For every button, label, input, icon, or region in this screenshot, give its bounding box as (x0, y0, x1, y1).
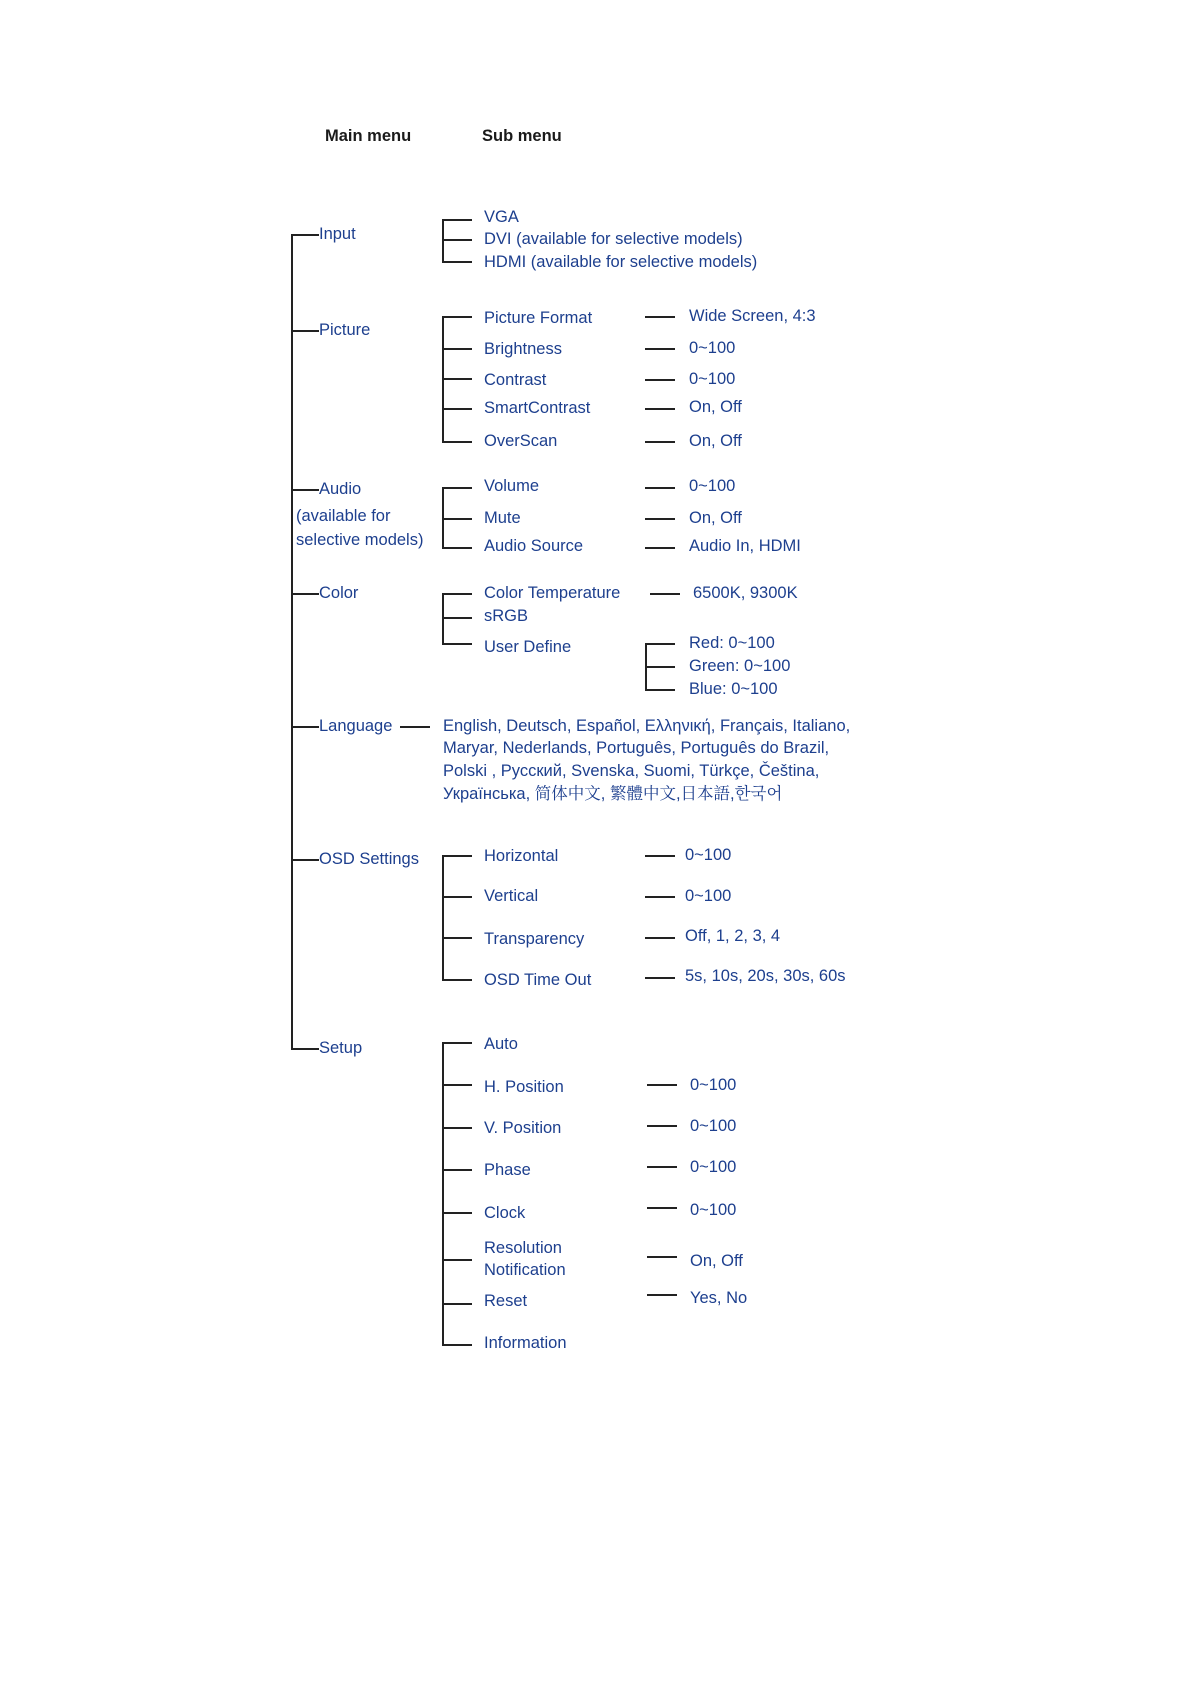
connector (442, 547, 472, 549)
branch-osd-settings (291, 859, 319, 861)
branch-color (291, 593, 319, 595)
language-list-line1: English, Deutsch, Español, Ελληνική, Français, Italiano, (443, 717, 851, 735)
setup-clock-value: 0~100 (690, 1201, 737, 1219)
overscan-value: On, Off (689, 432, 742, 450)
osd-horizontal-label: Horizontal (484, 847, 559, 865)
input-hdmi: HDMI (available for selective models) (484, 253, 758, 271)
setup-reset-value: Yes, No (690, 1289, 748, 1307)
setup-resolution-label-line2: Notification (484, 1261, 566, 1279)
connector (645, 487, 675, 489)
connector (645, 518, 675, 520)
sub-menu-header: Sub menu (482, 127, 562, 145)
color-temperature-value: 6500K, 9300K (693, 584, 798, 602)
osd-time-out-value: 5s, 10s, 20s, 30s, 60s (685, 967, 846, 985)
main-item-color: Color (319, 584, 359, 602)
setup-v-position-value: 0~100 (690, 1117, 737, 1135)
connector (442, 855, 472, 857)
main-item-osd-settings: OSD Settings (319, 850, 419, 868)
setup-h-position-value: 0~100 (690, 1076, 737, 1094)
connector (442, 1344, 472, 1346)
main-trunk-line (291, 234, 293, 1048)
connector (442, 1127, 472, 1129)
connector (442, 1084, 472, 1086)
connector (442, 441, 472, 443)
branch-audio (291, 489, 319, 491)
connector (442, 937, 472, 939)
language-list-line4: Українська, 简体中文, 繁體中文,日本語,한국어 (443, 785, 783, 803)
connector (442, 593, 472, 595)
connector (442, 261, 472, 263)
setup-resolution-value: On, Off (690, 1252, 743, 1270)
branch-setup (291, 1048, 319, 1050)
connector (442, 408, 472, 410)
audio-source-label: Audio Source (484, 537, 584, 555)
connector (647, 1166, 677, 1168)
setup-v-position-label: V. Position (484, 1119, 562, 1137)
connector (442, 316, 472, 318)
osd-time-out-label: OSD Time Out (484, 971, 592, 989)
main-item-language: Language (319, 717, 393, 735)
brightness-value: 0~100 (689, 339, 736, 357)
setup-auto-label: Auto (484, 1035, 518, 1053)
connector (645, 379, 675, 381)
connector (442, 1212, 472, 1214)
connector (645, 441, 675, 443)
picture-format-value: Wide Screen, 4:3 (689, 307, 816, 325)
input-vga: VGA (484, 208, 519, 226)
connector (645, 408, 675, 410)
osd-vertical-value: 0~100 (685, 887, 732, 905)
setup-h-position-label: H. Position (484, 1078, 564, 1096)
connector (400, 726, 430, 728)
color-temperature-label: Color Temperature (484, 584, 621, 602)
connector (442, 1169, 472, 1171)
osd-vertical-label: Vertical (484, 887, 539, 905)
volume-label: Volume (484, 477, 540, 495)
setup-resolution-label-line1: Resolution (484, 1239, 562, 1257)
brightness-label: Brightness (484, 340, 562, 358)
smartcontrast-value: On, Off (689, 398, 742, 416)
connector (645, 643, 675, 645)
connector (442, 1259, 472, 1261)
connector (442, 896, 472, 898)
connector (647, 1256, 677, 1258)
connector (442, 1303, 472, 1305)
setup-reset-label: Reset (484, 1292, 528, 1310)
setup-phase-value: 0~100 (690, 1158, 737, 1176)
connector (645, 896, 675, 898)
branch-language (291, 726, 319, 728)
connector (647, 1084, 677, 1086)
connector (442, 348, 472, 350)
connector (645, 977, 675, 979)
osd-transparency-label: Transparency (484, 930, 585, 948)
osd-bracket (442, 855, 444, 979)
connector (645, 348, 675, 350)
main-item-picture: Picture (319, 321, 371, 339)
osd-horizontal-value: 0~100 (685, 846, 732, 864)
branch-picture (291, 330, 319, 332)
smartcontrast-label: SmartContrast (484, 399, 591, 417)
audio-note-line2: selective models) (296, 531, 424, 549)
srgb-label: sRGB (484, 607, 529, 625)
connector (442, 518, 472, 520)
contrast-label: Contrast (484, 371, 547, 389)
osd-transparency-value: Off, 1, 2, 3, 4 (685, 927, 781, 945)
connector (650, 593, 680, 595)
setup-information-label: Information (484, 1334, 567, 1352)
setup-clock-label: Clock (484, 1204, 526, 1222)
language-list-line3: Polski , Русский, Svenska, Suomi, Türkçe, Čeština, (443, 762, 820, 780)
connector (645, 666, 675, 668)
picture-format-label: Picture Format (484, 309, 593, 327)
connector (647, 1294, 677, 1296)
connector (645, 855, 675, 857)
connector (442, 378, 472, 380)
overscan-label: OverScan (484, 432, 558, 450)
connector (442, 487, 472, 489)
connector (442, 979, 472, 981)
connector (645, 689, 675, 691)
main-menu-header: Main menu (325, 127, 412, 145)
input-dvi: DVI (available for selective models) (484, 230, 743, 248)
language-list-line2: Maryar, Nederlands, Português, Português do Brazil, (443, 739, 830, 757)
user-define-blue: Blue: 0~100 (689, 680, 778, 698)
user-define-green: Green: 0~100 (689, 657, 791, 675)
mute-label: Mute (484, 509, 521, 527)
connector (647, 1207, 677, 1209)
connector (645, 316, 675, 318)
connector (442, 219, 472, 221)
mute-value: On, Off (689, 509, 742, 527)
branch-input (291, 234, 319, 236)
connector (442, 1042, 472, 1044)
main-item-input: Input (319, 225, 356, 243)
connector (442, 239, 472, 241)
main-item-setup: Setup (319, 1039, 363, 1057)
connector (442, 643, 472, 645)
audio-bracket (442, 487, 444, 547)
main-item-audio: Audio (319, 480, 362, 498)
connector (647, 1125, 677, 1127)
setup-phase-label: Phase (484, 1161, 531, 1179)
user-define-label: User Define (484, 638, 572, 656)
connector (645, 547, 675, 549)
connector (442, 617, 472, 619)
user-define-red: Red: 0~100 (689, 634, 775, 652)
volume-value: 0~100 (689, 477, 736, 495)
audio-note-line1: (available for (296, 507, 391, 525)
connector (645, 937, 675, 939)
contrast-value: 0~100 (689, 370, 736, 388)
setup-bracket (442, 1042, 444, 1344)
audio-source-value: Audio In, HDMI (689, 537, 801, 555)
